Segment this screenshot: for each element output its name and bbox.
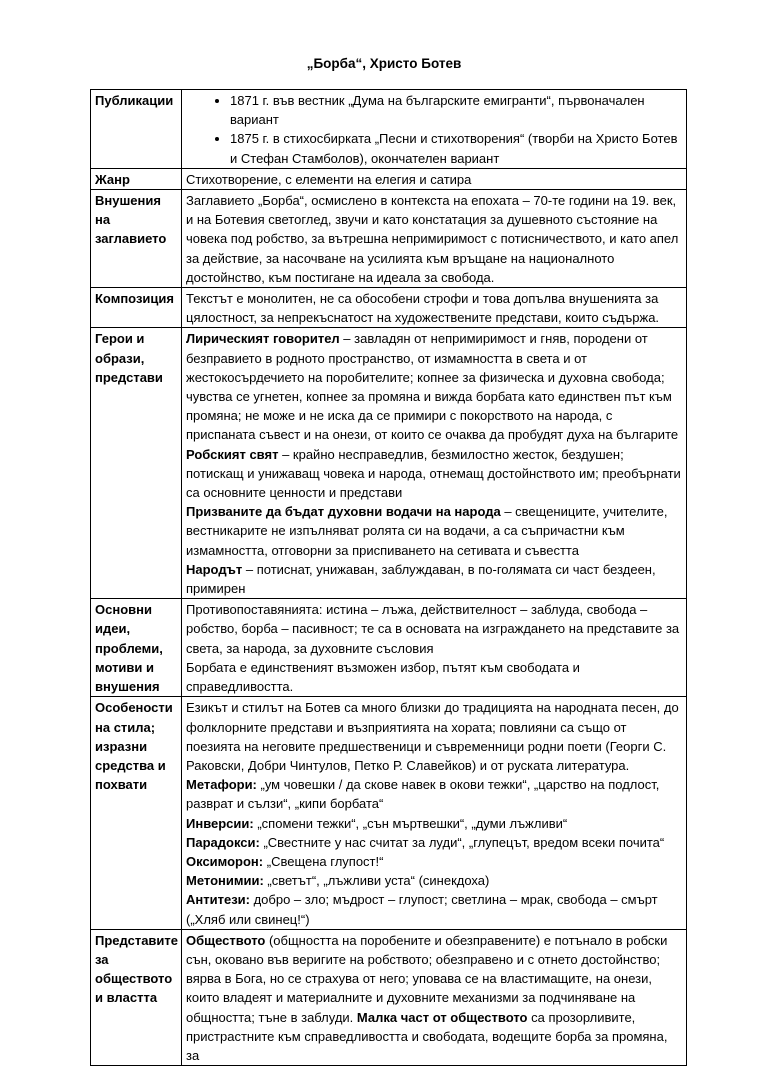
hero-name: Лирическият говорител bbox=[186, 331, 340, 347]
row-label-publications: Публикации bbox=[91, 90, 182, 169]
table-row bbox=[91, 697, 687, 929]
society-description: са прозорливите, пристрастните към справедливостта и свободата, водещите борба за промяна, за bbox=[186, 1009, 668, 1063]
row-content-genre: Стихотворение, с елементи на елегия и сатира bbox=[182, 168, 687, 189]
hero-name: Призваните да бъдат духовни водачи на народа bbox=[186, 504, 501, 520]
document-title: „Борба“, Христо Ботев bbox=[306, 56, 462, 71]
table-row bbox=[91, 599, 687, 697]
row-label-title-meaning: Внушения на заглавието bbox=[91, 190, 182, 288]
row-content-publications bbox=[182, 90, 687, 169]
ideas-paragraph: Борбата е единственият възможен избор, пътят към свободата и справедливостта. bbox=[186, 659, 580, 695]
style-device bbox=[186, 871, 682, 890]
society-term: Малка част от обществото bbox=[356, 1009, 528, 1025]
device-name: Антитези: bbox=[186, 892, 250, 908]
device-examples: „спомени тежки“, „сън мъртвешки“, „думи лъжливи“ bbox=[253, 815, 568, 831]
device-examples: „ум човешки / да скове навек в окови тежки“, „царство на подлост, разврат и сълзи“, „кипи борбата“ bbox=[186, 777, 660, 812]
hero-paragraph bbox=[186, 560, 682, 598]
table-row bbox=[91, 90, 687, 169]
hero-description: – потиснат, унижаван, заблуждаван, в по-голямата си част бездеен, примирен bbox=[186, 561, 656, 597]
publications-list bbox=[186, 91, 682, 168]
row-label-composition: Композиция bbox=[91, 288, 182, 328]
device-name: Метафори: bbox=[186, 777, 257, 793]
list-item: • 1875 г. в стихосбирката „Песни и стихотворения“ (творби на Христо Ботев и Стефан Стамболов), окончателен вариант bbox=[230, 129, 682, 167]
hero-paragraph bbox=[186, 329, 682, 444]
hero-paragraph bbox=[186, 502, 682, 560]
table-row bbox=[91, 168, 687, 189]
device-name: Инверсии: bbox=[186, 815, 254, 831]
row-content-society bbox=[182, 929, 687, 1065]
row-content-ideas bbox=[182, 599, 687, 697]
list-item: • 1871 г. във вестник „Дума на българските емигранти“, първоначален вариант bbox=[230, 91, 682, 129]
row-label-style: Особености на стила; изразни средства и похвати bbox=[91, 697, 182, 929]
style-device bbox=[186, 852, 682, 871]
table-row bbox=[91, 328, 687, 599]
table-row bbox=[91, 288, 687, 328]
style-device bbox=[186, 814, 682, 833]
device-name: Метонимии: bbox=[186, 873, 264, 889]
table-row bbox=[91, 929, 687, 1065]
row-label-heroes: Герои и образи, представи bbox=[91, 328, 182, 599]
society-paragraph bbox=[186, 931, 682, 1065]
style-device bbox=[186, 890, 682, 928]
device-name: Оксиморон: bbox=[186, 853, 264, 869]
hero-description: – крайно несправедлив, безмилостно жесток, бездушен; потискащ и унижаващ човека и народа, отнемащ достойнството им; преобърнати са основните ценности и представи bbox=[186, 446, 681, 501]
style-device bbox=[186, 833, 682, 852]
device-name: Парадокси: bbox=[186, 834, 260, 850]
row-label-ideas: Основни идеи, проблеми, мотиви и внушения bbox=[91, 599, 182, 697]
hero-name: Народът bbox=[186, 561, 243, 577]
row-content-style bbox=[182, 697, 687, 929]
row-label-genre: Жанр bbox=[91, 168, 182, 189]
row-content-title-meaning: Заглавието „Борба“, осмислено в контекста на епохата – 70-те години на 19. век, и на Ботевия светоглед, звучи и като констатация за душевното състояние на човека под робство, за вътрешна непримиримост с потисничеството, и като апел за действие, за насочване на усилията към връщане на националното достойнство, към постигане на идеала за свобода. bbox=[182, 190, 687, 288]
table-row bbox=[91, 190, 687, 288]
device-examples: добро – зло; мъдрост – глупост; светлина – мрак, свобода – смърт („Хляб или свинец!“) bbox=[186, 892, 658, 927]
row-label-society: Представите за обществото и властта bbox=[91, 929, 182, 1065]
hero-description: – завладян от непримиримост и гняв, породени от безправието в родното пространство, от измамността в света и от жестокосърдечието на поробителите; копнее за физическа и духовна свобода; чувства се угнетен, копнее за промяна и вижда борбата като единствен път към промяна; не може и не иска да се примири с покорството на народа, с приспаната съвест и на онези, от които се очаква да пробудят духа на българите bbox=[186, 331, 679, 443]
hero-name: Робският свят bbox=[186, 446, 279, 462]
style-device bbox=[186, 775, 682, 813]
society-term: Обществото bbox=[186, 932, 266, 948]
row-content-composition: Текстът е монолитен, не са обособени строфи и това допълва внушенията за цялостност, за непрекъснатост на художествените представи, които съдържа. bbox=[182, 288, 687, 328]
device-examples: „Свестните у нас считат за луди“, „глупецът, вредом всеки почита“ bbox=[259, 834, 665, 850]
device-examples: „Свещена глупост!“ bbox=[263, 853, 384, 869]
row-content-heroes bbox=[182, 328, 687, 599]
ideas-paragraph: Противопоставянията: истина – лъжа, действителност – заблуда, свобода – робство, борба – пасивност; те са в основата на изграждането на представите за света, за народа, за духовните съсловия bbox=[186, 602, 680, 656]
hero-paragraph bbox=[186, 445, 682, 503]
device-examples: „светът“, „лъжливи уста“ (синекдоха) bbox=[263, 873, 490, 889]
style-intro: Езикът и стилът на Ботев са много близки до традицията на народната песен, до фолклорните представи и възприятията на хората; повлияни са също от поезията на неговите предшественици и съвременници родни поети (Георги С. Раковски, Добри Чинтулов, Петко Р. Славейков) и от руската литература. bbox=[186, 700, 679, 773]
summary-table bbox=[90, 89, 687, 1066]
society-description: (общността на поробените и обезправените) е потънало в робски сън, оковано във веригите на робството; обезправено и с отнето достойнство; вярва в Бога, но се страхува от него; уповава се на властимащите, на онези, които владеят и материалните и духовните механизми за подчиняване на общността; тъне в заблуди. bbox=[186, 932, 668, 1025]
hero-description: – свещениците, учителите, вестникарите не изпълняват ролята си на водачи, а са съпричастни към измамността, отговорни за приспиването на сетивата и съвестта bbox=[186, 504, 668, 558]
